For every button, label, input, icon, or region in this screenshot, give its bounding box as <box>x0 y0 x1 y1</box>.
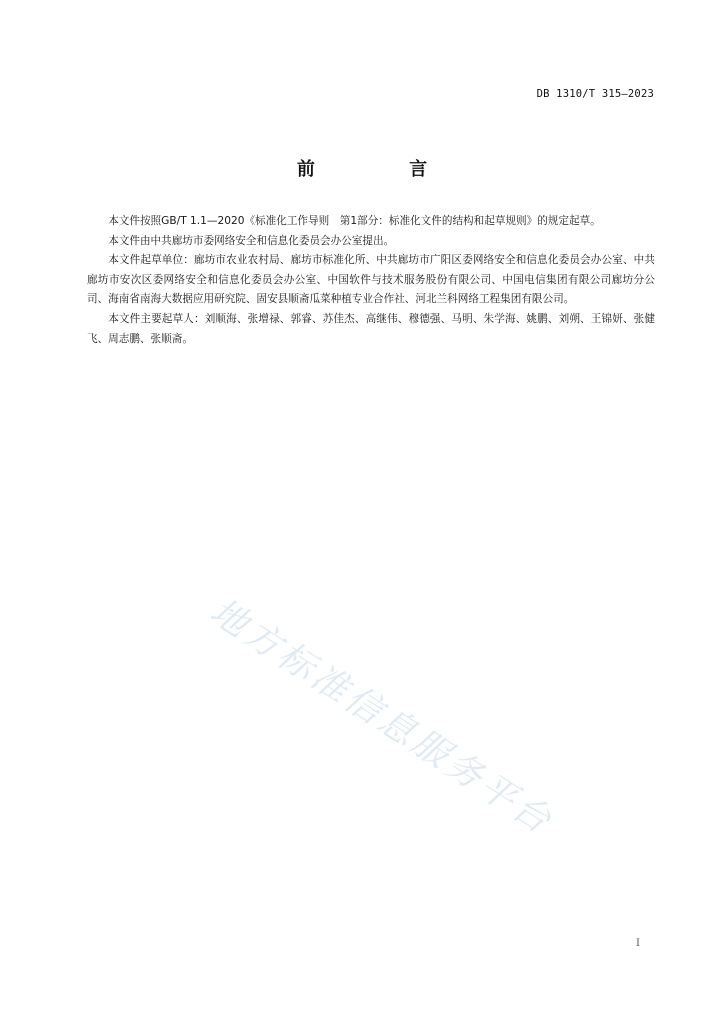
document-code: DB 1310/T 315—2023 <box>536 88 654 100</box>
page-number: I <box>636 938 640 949</box>
paragraph-drafters: 本文件主要起草人：刘顺海、张增禄、郭睿、苏佳杰、高继伟、穆德强、马明、朱学海、姚鹏、刘朔、王锦妍、张健飞、周志鹏、张顺斋。 <box>87 312 655 345</box>
paragraph-proposer: 本文件由中共廊坊市委网络安全和信息化委员会办公室提出。 <box>108 234 395 247</box>
page-title: 前 言 <box>296 159 472 180</box>
watermark: 地方标准信息服务平台 <box>202 591 561 844</box>
paragraph-drafting-units: 本文件起草单位：廊坊市农业农村局、廊坊市标准化所、中共廊坊市广阳区委网络安全和信息化委员会办公室、中共廊坊市安次区委网络安全和信息化委员会办公室、中国软件与技术服务股份有限公司、中国电信集团有限公司廊坊分公司、海南省南海大数据应用研究院、固安县顺斋瓜菜种植专业合作社、河北兰科网络工程集团有限公司。 <box>87 254 655 306</box>
foreword-body <box>87 212 655 349</box>
paragraph-drafting-rules: 本文件按照GB/T 1.1—2020《标准化工作导则 第1部分：标准化文件的结构和起草规则》的规定起草。 <box>108 215 601 227</box>
